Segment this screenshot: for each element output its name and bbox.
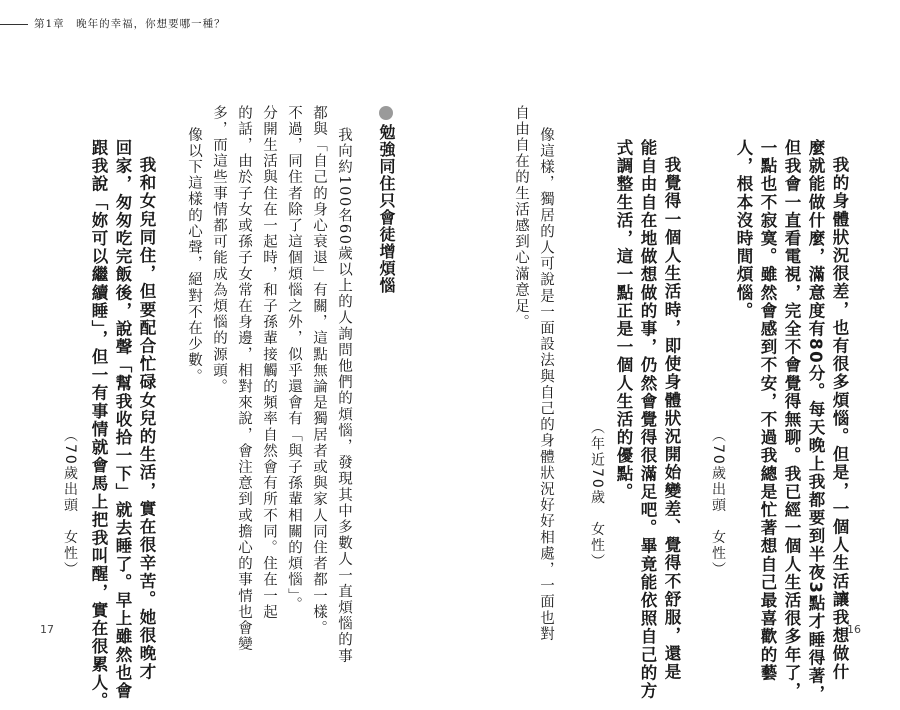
quote2-line-2: 能自由自在地做想做的事，仍然會覺得很滿足吧。畢竟能依照自己的方 — [638, 139, 657, 701]
page-number-left: 17 — [40, 623, 54, 636]
section-heading: 勉強同住只會徒增煩惱 — [377, 124, 396, 294]
quote3-line-3: 跟我說「妳可以繼續睡」，但一有事情就會馬上把我叫醒，實在很累人。 — [89, 139, 108, 710]
attribution-1: （70歲出頭 女性） — [710, 428, 726, 578]
quote3-line-1: 我和女兒同住，但要配合忙碌女兒的生活，實在很辛苦。她很晚才 — [137, 156, 156, 681]
left-body-line-1: 我向約100名60歲以上的人詢問他們的煩惱，發現其中多數人一直煩惱的事 — [336, 127, 352, 665]
page-number-right: 16 — [847, 623, 861, 636]
quote1-line-1: 我的身體狀況很差，也有很多煩惱。但是，一個人生活讓我想做什 — [830, 156, 849, 681]
attribution-2: （年近70歲 女性） — [589, 420, 605, 570]
quote2-line-1: 我覺得一個人生活時，即使身體狀況開始變差、覺得不舒服，還是 — [662, 156, 681, 681]
attribution-3: （70歲出頭 女性） — [62, 428, 78, 578]
body-line-2: 自由自在的生活感到心滿意足。 — [513, 105, 529, 331]
left-body-line-6: 多，而這些事情都可能成為煩惱的源頭。 — [211, 105, 227, 395]
left-body-line-3: 不過，同住者除了這個煩惱之外，似乎還會有「與子孫輩相關的煩惱」。 — [286, 105, 302, 613]
quote1-line-3: 但我會一直看電視，完全不會覺得無聊。我已經一個人生活很多年了， — [782, 139, 801, 701]
quote1-line-2: 麼就能做什麼，滿意度有80分。每天晚上我都要到半夜3點才睡得著， — [806, 139, 825, 704]
quote3-line-2: 回家，匆匆吃完飯後，說聲「幫我收拾一下」就去睡了。早上雖然也會 — [113, 139, 132, 701]
heading-bullet-icon — [379, 106, 393, 120]
left-body-line-2: 都與「自己的身心衰退」有關，這點無論是獨居者或與家人同住者都一樣。 — [311, 105, 327, 637]
quote1-line-5: 人，根本沒時間煩惱。 — [734, 139, 753, 320]
body-line-1: 像這樣，獨居的人可說是一面設法與自己的身體狀況好好相處，一面也對 — [538, 127, 554, 643]
quote2-line-3: 式調整生活，這一點正是一個人生活的優點。 — [614, 139, 633, 501]
chapter-header: 第1章 晚年的幸福，你想要哪一種？ — [34, 18, 226, 30]
left-body-line-4: 分開生活與住在一起時，和子孫輩接觸的頻率自然會有所不同。住在一起 — [261, 105, 277, 621]
quote1-line-4: 一點也不寂寞。雖然會感到不安，不過我總是忙著想自己最喜歡的藝 — [758, 139, 777, 682]
left-body-line-5: 的話，由於子女或孫子女常在身邊，相對來說，會注意到或擔心的事情也會變 — [236, 105, 252, 653]
left-body-line-7: 像以下這樣的心聲，絕對不在少數。 — [186, 127, 202, 385]
header-rule — [0, 24, 28, 25]
